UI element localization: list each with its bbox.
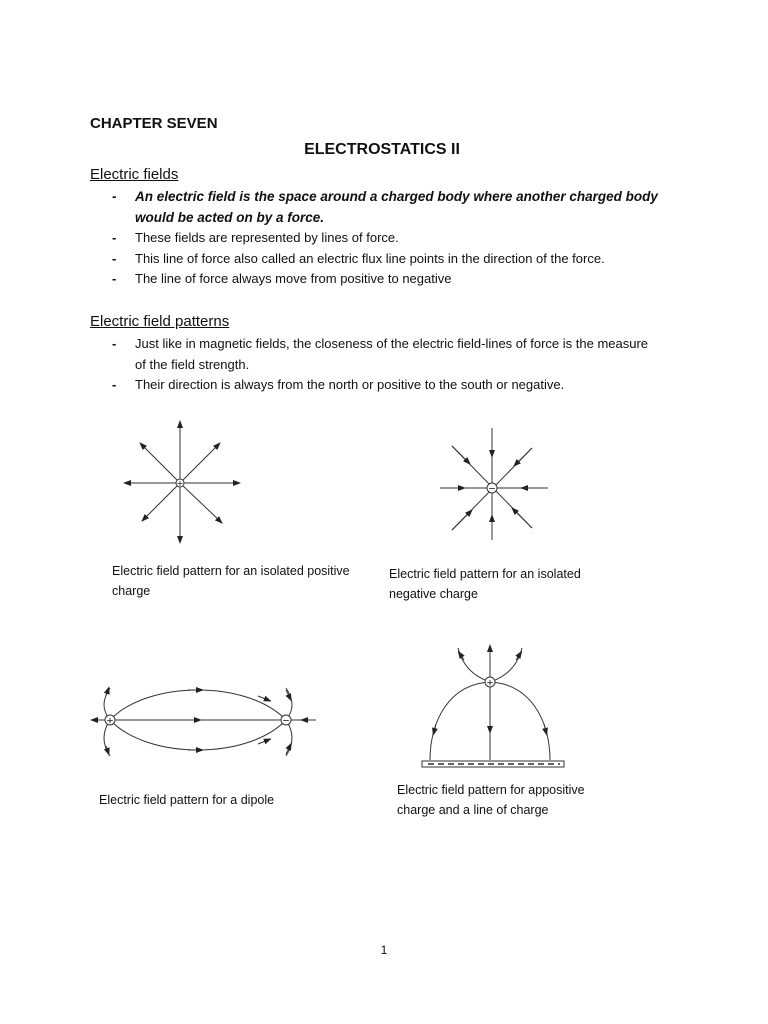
list-item: - Just like in magnetic fields, the closeness of the electric field-lines of force is the measure of the field strength.: [90, 334, 650, 375]
caption-positive: Electric field pattern for an isolated positive charge: [112, 564, 350, 598]
negative-symbol: −: [488, 484, 496, 495]
list-item: - The line of force always move from positive to negative: [90, 269, 660, 290]
line-charge-positive-symbol: +: [486, 678, 494, 689]
section-heading-field-patterns: Electric field patterns: [90, 313, 230, 330]
field-patterns-list: [90, 334, 650, 396]
line-charge-field-diagram: [402, 640, 578, 772]
dipole-negative-symbol: −: [282, 716, 290, 727]
list-item: - Their direction is always from the north or positive to the south or negative.: [90, 375, 650, 396]
list-item: - An electric field is the space around a charged body where another charged body would be acted on by a force.: [90, 187, 660, 228]
page-number: 1: [380, 943, 388, 957]
positive-charge-field-diagram: [118, 415, 246, 550]
list-item: - These fields are represented by lines of force.: [90, 228, 660, 249]
electric-fields-list: [90, 187, 660, 290]
caption-line-charge: Electric field pattern for appositive charge and a line of charge: [397, 783, 585, 817]
chapter-label: CHAPTER SEVEN: [90, 115, 218, 132]
section-heading-electric-fields: Electric fields: [90, 166, 179, 183]
caption-dipole: Electric field pattern for a dipole: [99, 793, 275, 807]
dipole-positive-symbol: +: [106, 716, 114, 727]
positive-symbol: +: [176, 479, 184, 488]
page-title: ELECTROSTATICS II: [304, 141, 460, 158]
dipole-field-diagram: [88, 660, 320, 772]
list-item: - This line of force also called an electric flux line points in the direction of the force.: [90, 249, 660, 270]
caption-negative: Electric field pattern for an isolated negative charge: [389, 567, 581, 601]
negative-charge-field-diagram: [438, 424, 550, 544]
